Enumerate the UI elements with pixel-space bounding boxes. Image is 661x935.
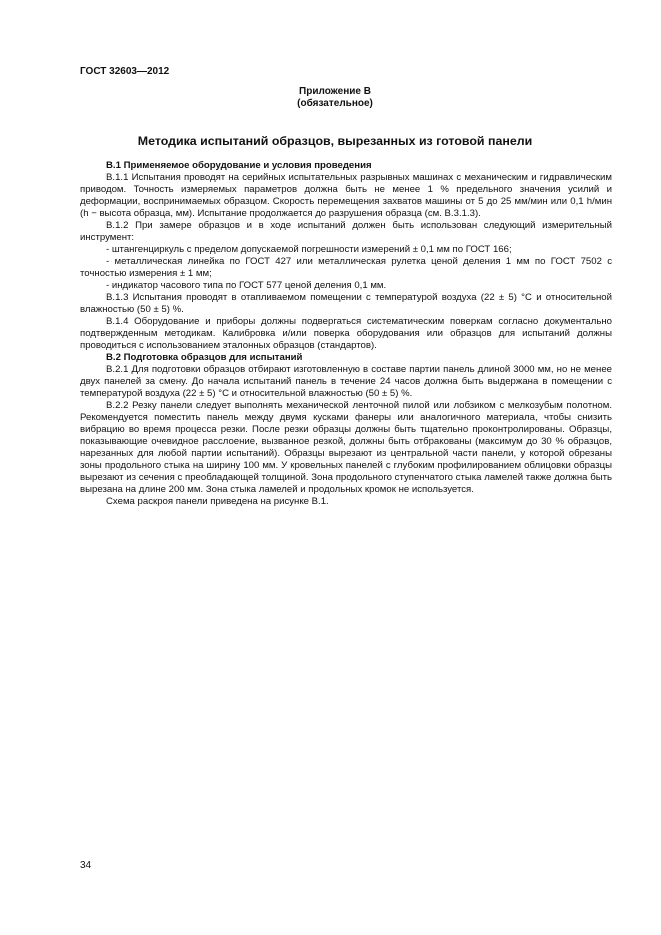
appendix-title: Приложение В xyxy=(299,86,371,97)
paragraph-b1-3: В.1.3 Испытания проводят в отапливаемом помещении с температурой воздуха (22 ± 5) °С и относительной влажностью (50 ± 5) %. xyxy=(80,292,612,315)
list-item-ruler: - металлическая линейка по ГОСТ 427 или металлическая рулетка ценой деления 1 мм по ГОСТ 7502 с точностью измерения ± 1 мм; xyxy=(80,256,612,279)
paragraph-b1-2: В.1.2 При замере образцов и в ходе испытаний должен быть использован следующий измерительный инструмент: xyxy=(80,220,612,243)
subsection-heading-b2: В.2 Подготовка образцов для испытаний xyxy=(106,352,303,363)
paragraph-b1-1: В.1.1 Испытания проводят на серийных испытательных разрывных машинах с механическим и гидравлическим приводом. Точность измеряемых параметров должна быть не менее 1 % предельного значения усилий и деформации, воспринимаемых образцом. Скорость перемещения захватов машины от 5 до 25 мм/мин или 0,1 h/мин (h − высота образца, мм). Испытание продолжается до разрушения образца (см. В.3.1.3). xyxy=(80,172,612,219)
list-item-indicator: - индикатор часового типа по ГОСТ 577 ценой деления 0,1 мм. xyxy=(106,280,387,291)
list-item-caliper: - штангенциркуль с пределом допускаемой погрешности измерений ± 0,1 мм по ГОСТ 166; xyxy=(106,244,512,255)
page-number: 34 xyxy=(80,860,92,871)
paragraph-b1-4: В.1.4 Оборудование и приборы должны подвергаться систематическим поверкам согласно документально подтвержденным методикам. Калибровка и/или поверка оборудования или образцов для испытаний должны проводиться с использованием эталонных образцов (стандартов). xyxy=(80,316,612,351)
paragraph-b2-1: В.2.1 Для подготовки образцов отбирают изготовленную в составе партии панель длиной 3000 мм, но не менее двух панелей за смену. До начала испытаний панель в течение 24 часов должна быть выдержана в помещении с температурой воздуха (22 ± 5) °С и относительной влажностью (50 ± 5) %. xyxy=(80,364,612,399)
document-body xyxy=(80,160,612,508)
section-title: Методика испытаний образцов, вырезанных из готовой панели xyxy=(137,134,533,148)
document-header-standard: ГОСТ 32603—2012 xyxy=(80,66,170,77)
paragraph-b2-2: В.2.2 Резку панели следует выполнять механической ленточной пилой или лобзиком с мелкозубым полотном. Рекомендуется поместить панель между двумя кусками фанеры или аналогичного материала, чтобы снизить вибрацию во время процесса резки. После резки образцы должны быть тщательно проконтролированы. Образцы, показывающие очевидное расслоение, вызванное резкой, должны быть отбракованы (максимум до 30 % образцов, нарезанных для любой партии испытаний). Образцы вырезают из центральной части панели, у которой обрезаны зоны продольного стыка на ширину 100 мм. У кровельных панелей с глубоким профилированием облицовки образцы вырезают из сечения с преобладающей толщиной. Зона продольного ступенчатого стыка ламелей также должна быть вырезана на длине 200 мм. Зона стыка ламелей и продольных кромок не используется. xyxy=(80,400,612,495)
subsection-heading-b1: В.1 Применяемое оборудование и условия проведения xyxy=(106,160,372,171)
paragraph-figure-reference: Схема раскроя панели приведена на рисунке В.1. xyxy=(106,496,329,507)
appendix-status: (обязательное) xyxy=(297,98,373,109)
